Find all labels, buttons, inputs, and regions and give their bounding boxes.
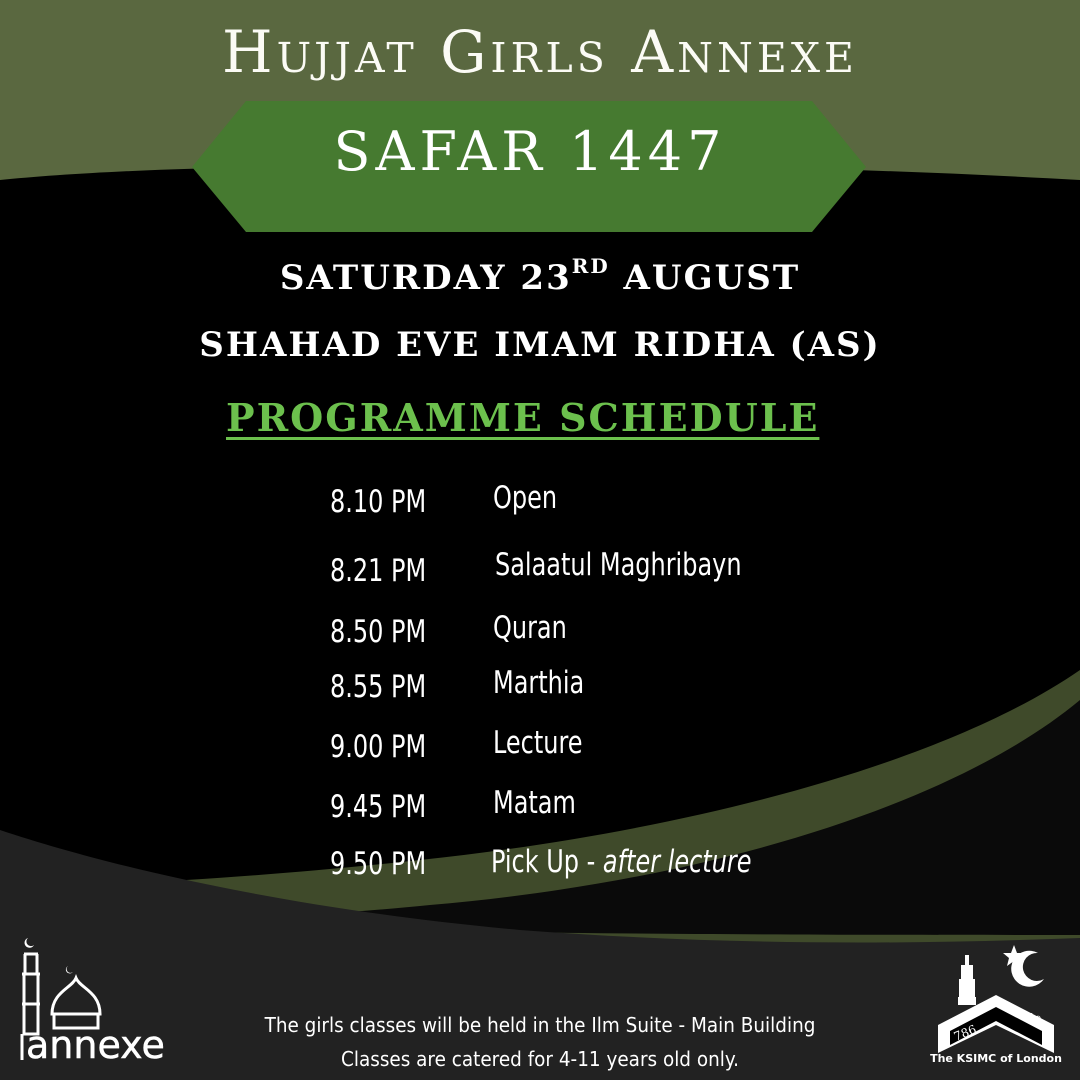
ksimc-caption: The KSIMC of London	[930, 1052, 1062, 1065]
event-month: AUGUST	[623, 258, 801, 298]
schedule-item-text: Pick Up -	[491, 844, 603, 880]
schedule-row	[0, 725, 1080, 769]
schedule-item-note: after lecture	[602, 844, 752, 880]
event-day: SATURDAY 23	[279, 258, 572, 298]
schedule-time: 8.10 PM	[330, 484, 427, 520]
event-occasion: SHAHAD EVE IMAM RIDHA (AS)	[199, 325, 881, 365]
schedule-row	[0, 480, 1080, 524]
schedule-time: 8.55 PM	[330, 669, 427, 705]
event-ordinal: RD	[571, 254, 610, 278]
mosque-outline-icon	[22, 938, 100, 1034]
schedule-item	[491, 844, 752, 880]
schedule-item: Quran	[493, 610, 567, 646]
schedule-time: 8.50 PM	[330, 614, 427, 650]
footer-note	[232, 1008, 848, 1076]
schedule-row	[0, 846, 1080, 886]
ksimc-year-right: 110	[1016, 1006, 1044, 1029]
month-title: SAFAR 1447	[333, 120, 727, 183]
footer-line-1: The girls classes will be held in the Ilm Suite - Main Building	[264, 1013, 816, 1037]
schedule-item: Marthia	[493, 665, 585, 701]
schedule-time: 8.21 PM	[330, 553, 427, 589]
ksimc-year-left: 786	[951, 1022, 979, 1044]
schedule-item: Matam	[493, 785, 576, 821]
annexe-logo	[14, 930, 170, 1070]
schedule-row	[0, 785, 1080, 829]
footer-line-2: Classes are catered for 4-11 years old only.	[340, 1047, 739, 1071]
schedule-time: 9.00 PM	[330, 729, 427, 765]
event-date	[0, 254, 1080, 298]
main-title: Hujjat Girls Annexe	[222, 18, 858, 86]
annexe-wordmark: annexe	[26, 1023, 165, 1067]
schedule-item: Salaatul Maghribayn	[495, 547, 742, 583]
schedule-row	[0, 610, 1080, 654]
schedule-heading: PROGRAMME SCHEDULE	[226, 395, 820, 440]
schedule-item: Open	[493, 480, 558, 516]
schedule-time: 9.50 PM	[330, 846, 427, 882]
schedule-item: Lecture	[493, 725, 583, 761]
schedule-time: 9.45 PM	[330, 789, 427, 825]
ksimc-emblem-icon	[958, 945, 1044, 1005]
schedule-row	[0, 547, 1080, 593]
schedule-row	[0, 665, 1080, 709]
